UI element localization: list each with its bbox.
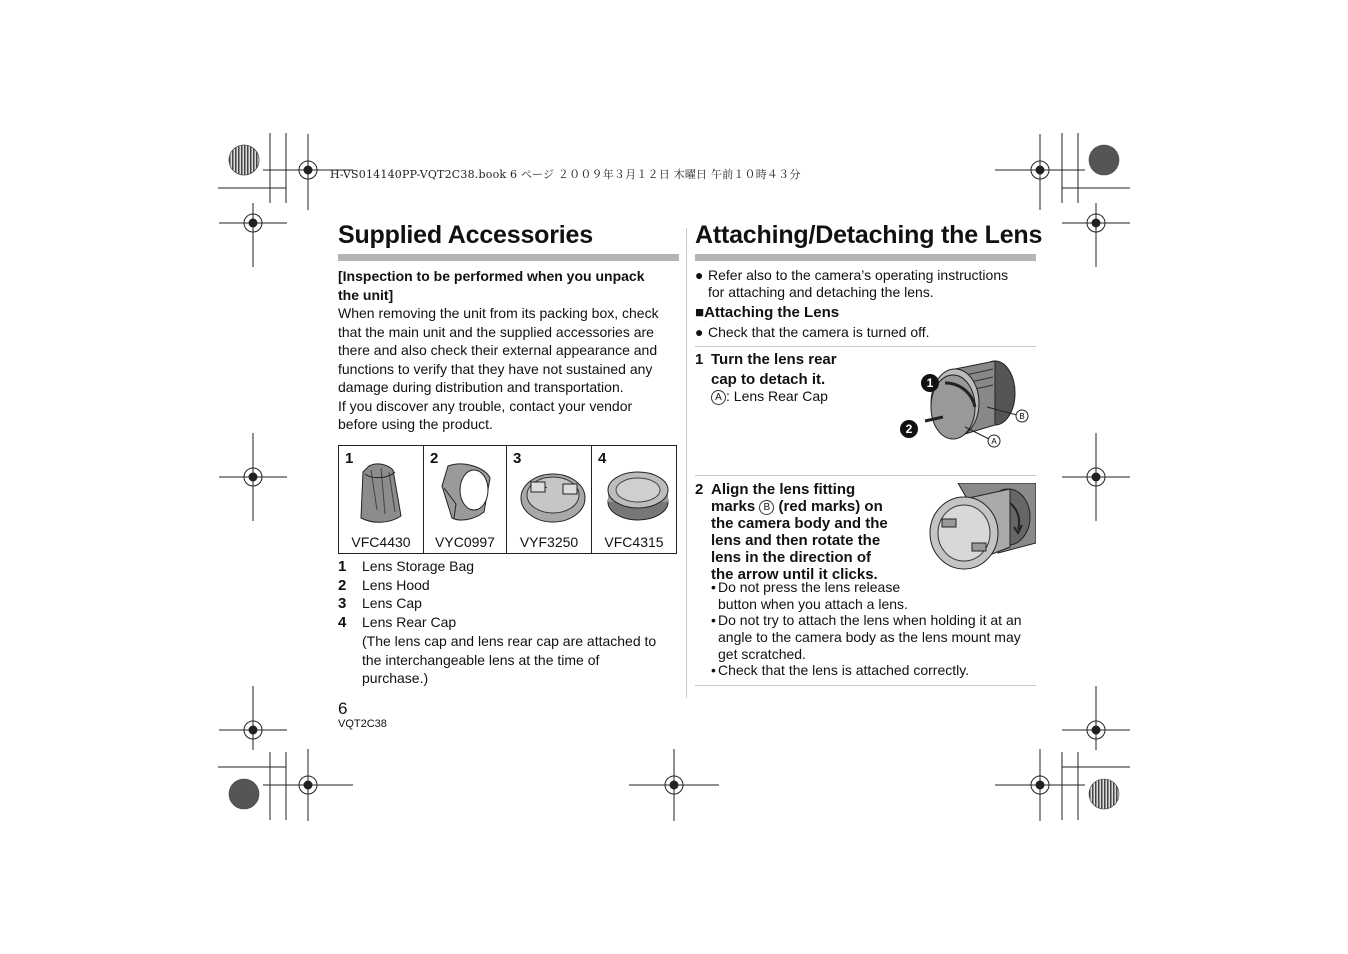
accessories-table (338, 445, 677, 554)
page-title-supplied-accessories: Supplied Accessories (338, 221, 593, 249)
step-2: 2 Align the lens fitting marks B (red marks) on the camera body and the lens and then rotate the lens in the direction of the arrow until it clicks. (695, 481, 888, 583)
doc-code: VQT2C38 (338, 718, 387, 730)
lens-storage-bag-illustration (349, 460, 413, 528)
bullet-note: • Check that the lens is attached correctly. (711, 662, 970, 678)
file-header-line: H-VS014140PP-VQT2C38.book 6 ページ ２００９年３月１２日 木曜日 午前１０時４３分 (330, 168, 801, 181)
accessory-cell: 3 VYF3250 (507, 446, 592, 554)
step-1: 1 Turn the lens rear cap to detach it. (695, 351, 837, 388)
mark-b: B (759, 500, 774, 515)
figure-label-2: 2 (905, 422, 913, 436)
accessory-cell: 4 VFC4315 (592, 446, 677, 554)
step-separator (695, 475, 1036, 476)
lens-rear-cap-detach-illustration (895, 355, 1037, 451)
lens-hood-illustration (434, 460, 496, 528)
accessory-cell: 2 VYC0997 (424, 446, 507, 554)
step-1-caption: A : Lens Rear Cap (711, 388, 828, 405)
bullet-dot: ● (695, 324, 704, 340)
refer-note: ● Refer also to the camera’s operating instructions for attaching and detaching the lens. (695, 267, 1009, 300)
page-number: 6 (338, 699, 348, 718)
bullet-note: • Do not press the lens release button when you attach a lens. (711, 579, 908, 612)
lens-attach-illustration (928, 483, 1036, 579)
inspection-body: When removing the unit from its packing box, check that the main unit and the supplied accessories are there and also check their external appearance and functions to verify that they have not sustained any damage during distribution and transportation. If you discover any trouble, contact your vendor before using the product. (338, 305, 659, 432)
step-separator (695, 685, 1036, 686)
title-rule (338, 254, 679, 261)
step-separator (695, 346, 1036, 347)
list-item: 1 Lens Storage Bag (338, 558, 475, 575)
figure-mark-a: A (991, 437, 997, 446)
purchase-note: (The lens cap and lens rear cap are attached to the interchangeable lens at the time of purchase.) (362, 633, 657, 686)
accessory-cell: 1 VFC4430 (339, 446, 424, 554)
figure-label-1: 1 (926, 376, 934, 390)
square-bullet-icon: ■ (695, 304, 705, 321)
lens-rear-cap-illustration (602, 460, 672, 528)
figure-mark-b: B (1019, 412, 1025, 421)
check-off-note: ● Check that the camera is turned off. (695, 324, 930, 340)
inspection-heading: [Inspection to be performed when you unpack the unit] (338, 268, 645, 303)
title-rule (695, 254, 1036, 261)
section-heading: ■Attaching the Lens (695, 304, 840, 321)
column-divider (686, 228, 687, 698)
bullet-dot: ● (695, 267, 704, 283)
list-item: 3 Lens Cap (338, 595, 422, 612)
mark-a: A (711, 390, 726, 405)
list-item: 4 Lens Rear Cap (338, 614, 457, 631)
page-title-attaching-lens: Attaching/Detaching the Lens (695, 221, 1043, 249)
list-item: 2 Lens Hood (338, 577, 430, 594)
lens-cap-illustration (517, 460, 587, 528)
bullet-note: • Do not try to attach the lens when holding it at an angle to the camera body as the lens mount may get scratched. (711, 612, 1022, 662)
